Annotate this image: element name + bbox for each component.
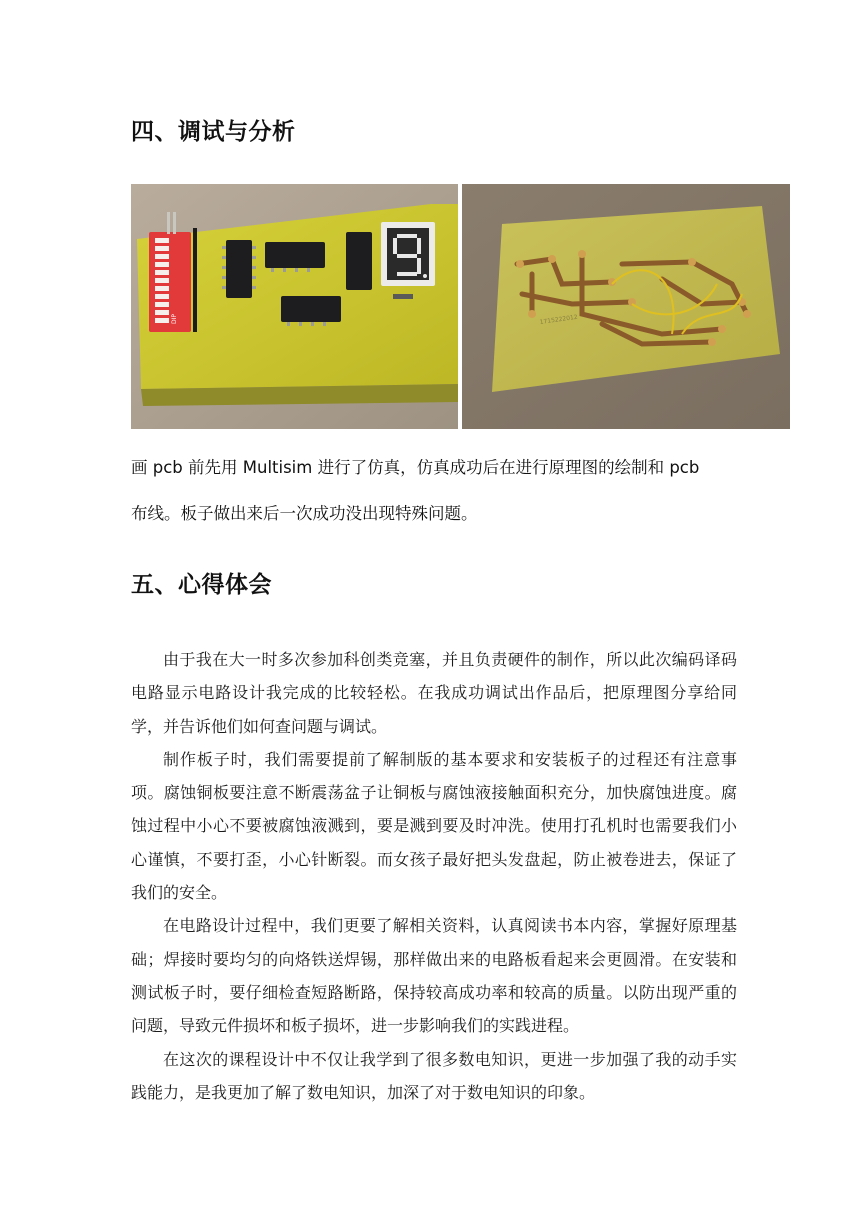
pcb-copper-side-photo bbox=[462, 184, 790, 429]
svg-text:1715222012: 1715222012 bbox=[539, 313, 579, 326]
pcb-copper-side-image bbox=[462, 184, 790, 429]
paragraph: 在这次的课程设计中不仅让我学到了很多数电知识，更进一步加强了我的动手实践能力，是我更加了解了数电知识，加深了对于数电知识的印象。 bbox=[131, 1049, 737, 1102]
caption-line-1: 画 pcb 前先用 Multisim 进行了仿真，仿真成功后在进行原理图的绘制和 pcb bbox=[131, 458, 700, 477]
paragraph: 由于我在大一时多次参加科创类竞塞，并且负责硬件的制作，所以此次编码译码电路显示电路设计我完成的比较轻松。在我成功调试出作品后，把原理图分享给同学，并告诉他们如何查问题与调试。 bbox=[131, 650, 737, 736]
svg-text:DIP: DIP bbox=[171, 313, 178, 324]
dip-switch bbox=[149, 232, 191, 332]
pcb-component-side-image bbox=[131, 184, 458, 429]
section-heading-debug-analysis: 四、调试与分析 bbox=[131, 119, 296, 145]
seven-segment-display bbox=[381, 222, 435, 286]
section-heading-reflections: 五、心得体会 bbox=[131, 572, 272, 598]
pcb-component-side-photo bbox=[131, 184, 458, 429]
paragraph: 在电路设计过程中，我们更要了解相关资料，认真阅读书本内容，掌握好原理基础；焊接时要均匀的向烙铁送焊锡，那样做出来的电路板看起来会更圆滑。在安装和测试板子时，要仔细检查短路断路，保持较高成功率和较高的质量。以防出现严重的问题，导致元件损坏和板子损坏，进一步影响我们的实践进程。 bbox=[131, 916, 737, 1036]
caption-line-2: 布线。板子做出来后一次成功没出现特殊问题。 bbox=[131, 504, 478, 523]
reflections-body bbox=[131, 643, 737, 1109]
paragraph: 制作板子时，我们需要提前了解制版的基本要求和安装板子的过程还有注意事项。腐蚀铜板要注意不断震荡盆子让铜板与腐蚀液接触面积充分，加快腐蚀进度。腐蚀过程中小心不要被腐蚀液溅到，要是溅到要及时冲洗。使用打孔机时也需要我们小心谨慎，不要打歪，小心针断裂。而女孩子最好把头发盘起，防止被卷进去，保证了我们的安全。 bbox=[131, 749, 737, 903]
